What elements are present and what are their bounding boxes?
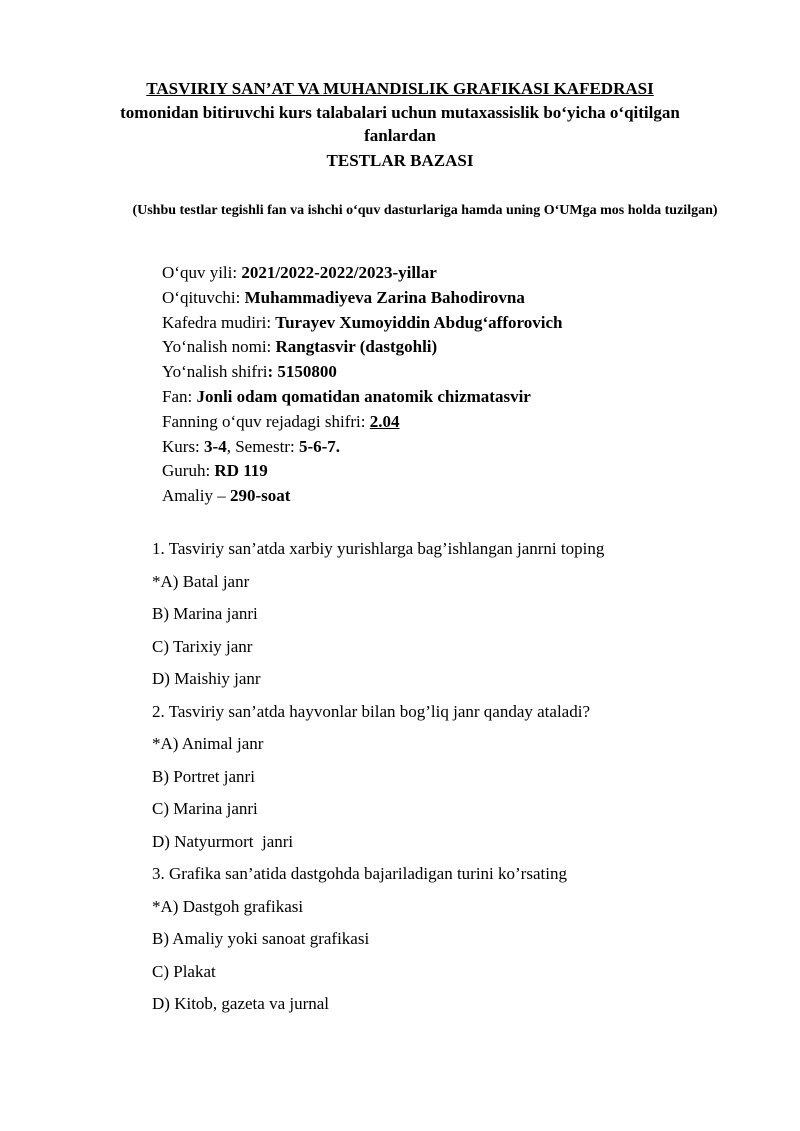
question-3-text: 3. Grafika san’atida dastgohda bajariladigan turini ko’rsating (152, 864, 567, 883)
info-subject-label: Fan: (162, 386, 197, 406)
info-code (162, 360, 762, 385)
question-1-text: 1. Tasviriy san’atda xarbiy yurishlarga bag’ishlangan janrni toping (152, 539, 605, 558)
info-teacher (162, 286, 762, 311)
question-2-text: 2. Tasviriy san’atda hayvonlar bilan bog’liq janr qanday ataladi? (152, 701, 590, 721)
question-1-option-d: D) Maishiy janr (152, 669, 261, 688)
info-code-value: : 5150800 (267, 362, 337, 382)
info-course-label: Kurs: (162, 436, 205, 456)
info-group (162, 459, 762, 484)
question-3-option-d: D) Kitob, gazeta va jurnal (152, 994, 330, 1013)
info-plan-value: 2.04 (369, 411, 400, 431)
info-group-value: RD 119 (214, 461, 268, 481)
info-teacher-value: Muhammadiyeva Zarina Bahodirovna (244, 287, 525, 307)
info-code-label: Yo‘nalish shifri (162, 362, 268, 382)
info-practice (162, 484, 762, 509)
question-2-option-c: C) Marina janri (152, 799, 258, 818)
info-semester-label: , Semestr: (226, 436, 299, 456)
info-subject (162, 385, 762, 410)
question-3-option-a: *A) Dastgoh grafikasi (152, 896, 304, 916)
question-list (152, 533, 772, 1021)
info-group-label: Guruh: (162, 461, 215, 481)
info-direction-value: Rangtasvir (dastgohli) (275, 337, 438, 357)
info-semester-value: 5-6-7. (298, 436, 341, 456)
document-subtitle (100, 101, 700, 147)
info-practice-label: Amaliy – (162, 486, 230, 506)
document-note: (Ushbu testlar tegishli fan va ishchi o‘quv dasturlariga hamda uning O‘UMga mos holda tuzilgan) (132, 203, 718, 218)
info-direction (162, 335, 762, 360)
info-plan (162, 410, 762, 435)
info-direction-label: Yo‘nalish nomi: (162, 337, 276, 357)
info-practice-value: 290-soat (230, 486, 291, 506)
department-title: TASVIRIY SAN’AT VA MUHANDISLIK GRAFIKASI KAFEDRASI (146, 79, 654, 98)
course-info (162, 261, 762, 509)
info-teacher-label: O‘qituvchi: (162, 287, 245, 307)
info-year-value: 2021/2022-2022/2023-yillar (241, 263, 437, 282)
info-head-label: Kafedra mudiri: (162, 312, 276, 332)
question-2-option-a: *A) Animal janr (152, 734, 264, 753)
question-1-option-a: *A) Batal janr (152, 571, 250, 591)
document-title: TESTLAR BAZASI (326, 151, 474, 170)
info-course (162, 435, 762, 460)
question-3-option-b: B) Amaliy yoki sanoat grafikasi (152, 929, 370, 948)
subtitle-line-1: tomonidan bitiruvchi kurs talabalari uchun mutaxassislik bo‘yicha o‘qitilgan (120, 103, 680, 122)
info-plan-label: Fanning o‘quv rejadagi shifri: (162, 411, 370, 431)
info-year (162, 261, 762, 286)
question-3-option-c: C) Plakat (152, 961, 216, 981)
info-subject-value: Jonli odam qomatidan anatomik chizmatasvir (196, 386, 531, 406)
info-head (162, 311, 762, 336)
info-course-value: 3-4 (204, 436, 227, 456)
question-2-option-b: B) Portret janri (152, 766, 255, 786)
subtitle-line-2: fanlardan (364, 126, 436, 145)
info-head-value: Turayev Xumoyiddin Abdug‘afforovich (275, 312, 563, 332)
info-year-label: O‘quv yili: (162, 263, 242, 282)
question-1-option-c: C) Tarixiy janr (152, 636, 253, 656)
question-2-option-d: D) Natyurmort janri (152, 831, 294, 851)
question-1-option-b: B) Marina janri (152, 604, 258, 623)
